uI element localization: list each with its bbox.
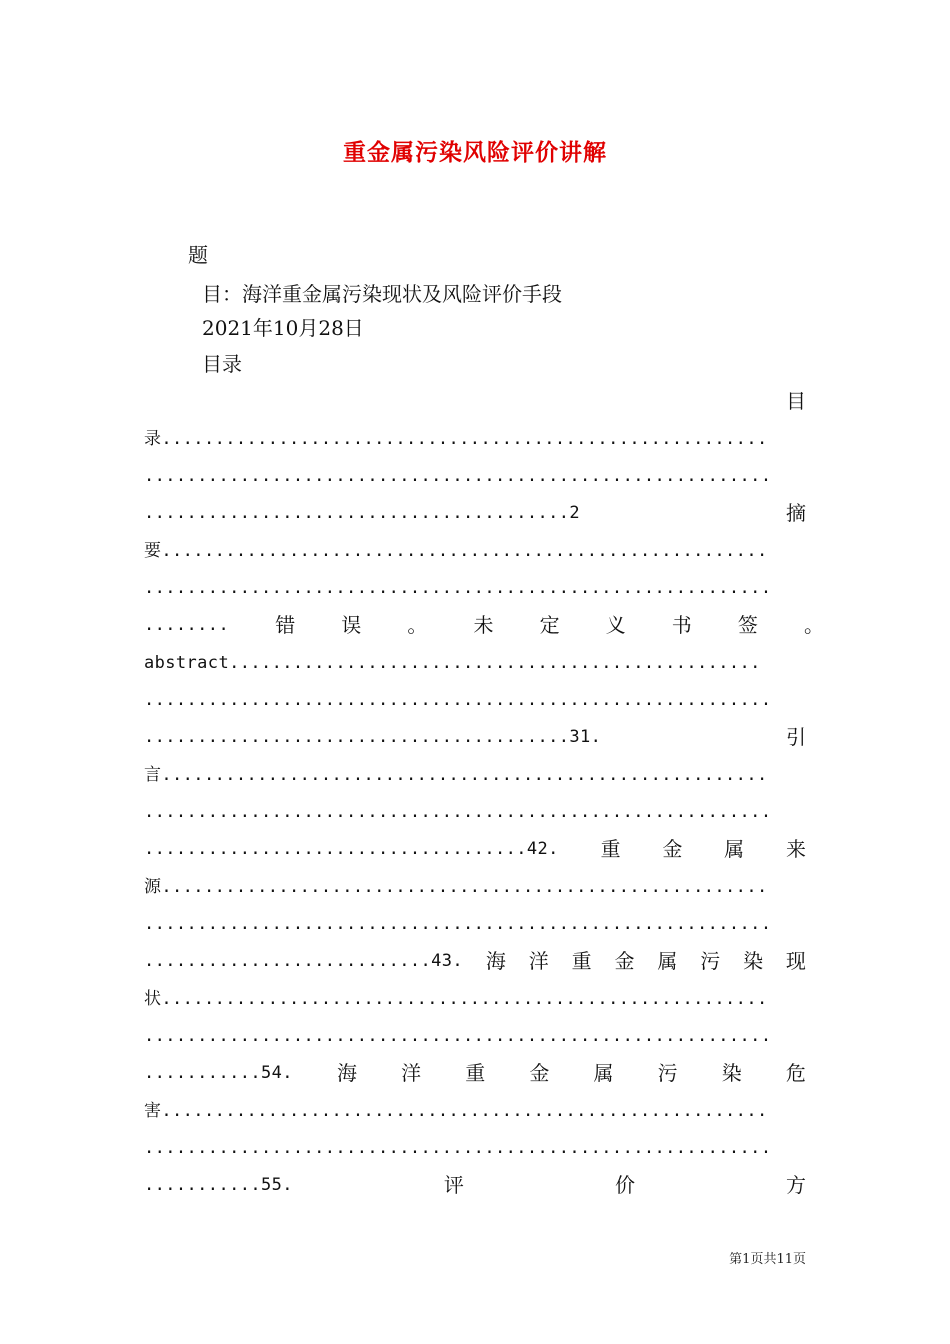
toc-char: 金 — [662, 837, 683, 861]
toc-line: 目 — [786, 389, 806, 413]
toc-line — [144, 611, 824, 639]
toc-line: ........................................................... — [144, 802, 772, 822]
label-ti: 题 — [188, 243, 208, 267]
toc-char: 方 — [785, 1173, 806, 1197]
document-title: 重金属污染风险评价讲解 — [343, 139, 607, 166]
toc-dots: ........................................31. — [144, 727, 602, 747]
toc-dots: ........ — [144, 615, 230, 635]
toc-text: 引 — [786, 725, 806, 749]
toc-line — [144, 835, 806, 863]
date-line: 2021年10月28日 — [202, 316, 364, 340]
toc-char: 现 — [785, 949, 806, 973]
toc-char: 来 — [785, 837, 806, 861]
toc-char: 义 — [605, 613, 626, 637]
toc-char: 评 — [443, 1173, 464, 1197]
toc-line — [144, 723, 806, 751]
toc-dots: ...........55. — [144, 1175, 293, 1195]
toc-line — [144, 1171, 806, 1199]
toc-char: 金 — [529, 1061, 550, 1085]
toc-line: ........................................................... — [144, 690, 772, 710]
toc-char: 重 — [465, 1061, 486, 1085]
toc-char: 重 — [600, 837, 621, 861]
toc-line — [144, 1059, 806, 1087]
toc-heading: 目录 — [202, 352, 242, 376]
toc-dots: ...........................43. — [144, 951, 464, 971]
toc-dots: ...........54. — [144, 1063, 293, 1083]
toc-char: 价 — [614, 1173, 635, 1197]
toc-line: 录......................................................... — [144, 429, 768, 449]
toc-char: 。 — [407, 613, 428, 637]
toc-char: 属 — [593, 1061, 614, 1085]
toc-char: 书 — [671, 613, 692, 637]
toc-char: 海 — [485, 949, 506, 973]
toc-dots: ....................................42. — [144, 839, 559, 859]
page-footer: 第1页共11页 — [729, 1252, 806, 1267]
toc-char: 污 — [657, 1061, 678, 1085]
toc-line: ........................................................... — [144, 1138, 772, 1158]
toc-char: 金 — [614, 949, 635, 973]
toc-char: 定 — [539, 613, 560, 637]
toc-line: abstract.................................................. — [144, 653, 761, 673]
toc-char: 。 — [803, 613, 824, 637]
toc-char: 未 — [473, 613, 494, 637]
toc-char: 错 — [275, 613, 296, 637]
toc-char: 海 — [337, 1061, 358, 1085]
topic-line: 目：海洋重金属污染现状及风险评价手段 — [202, 282, 562, 306]
toc-char: 染 — [743, 949, 764, 973]
toc-char: 洋 — [401, 1061, 422, 1085]
toc-line: 状......................................................... — [144, 989, 768, 1009]
toc-line: 要......................................................... — [144, 541, 768, 561]
toc-char: 洋 — [528, 949, 549, 973]
toc-char: 污 — [700, 949, 721, 973]
toc-char: 重 — [571, 949, 592, 973]
toc-line — [144, 947, 806, 975]
toc-char: 属 — [657, 949, 678, 973]
toc-line: 言......................................................... — [144, 765, 768, 785]
toc-line: 害......................................................... — [144, 1101, 768, 1121]
toc-line: ........................................................... — [144, 578, 772, 598]
toc-dots: ........................................2 — [144, 503, 581, 523]
toc-line — [144, 499, 806, 527]
toc-char: 签 — [737, 613, 758, 637]
toc-line: 源......................................................... — [144, 877, 768, 897]
toc-char: 染 — [721, 1061, 742, 1085]
toc-line: ........................................................... — [144, 914, 772, 934]
toc-char: 属 — [724, 837, 745, 861]
toc-line: ........................................................... — [144, 466, 772, 486]
toc-char: 误 — [341, 613, 362, 637]
toc-line: ........................................................... — [144, 1026, 772, 1046]
toc-char: 危 — [785, 1061, 806, 1085]
toc-text: 摘 — [786, 501, 806, 525]
